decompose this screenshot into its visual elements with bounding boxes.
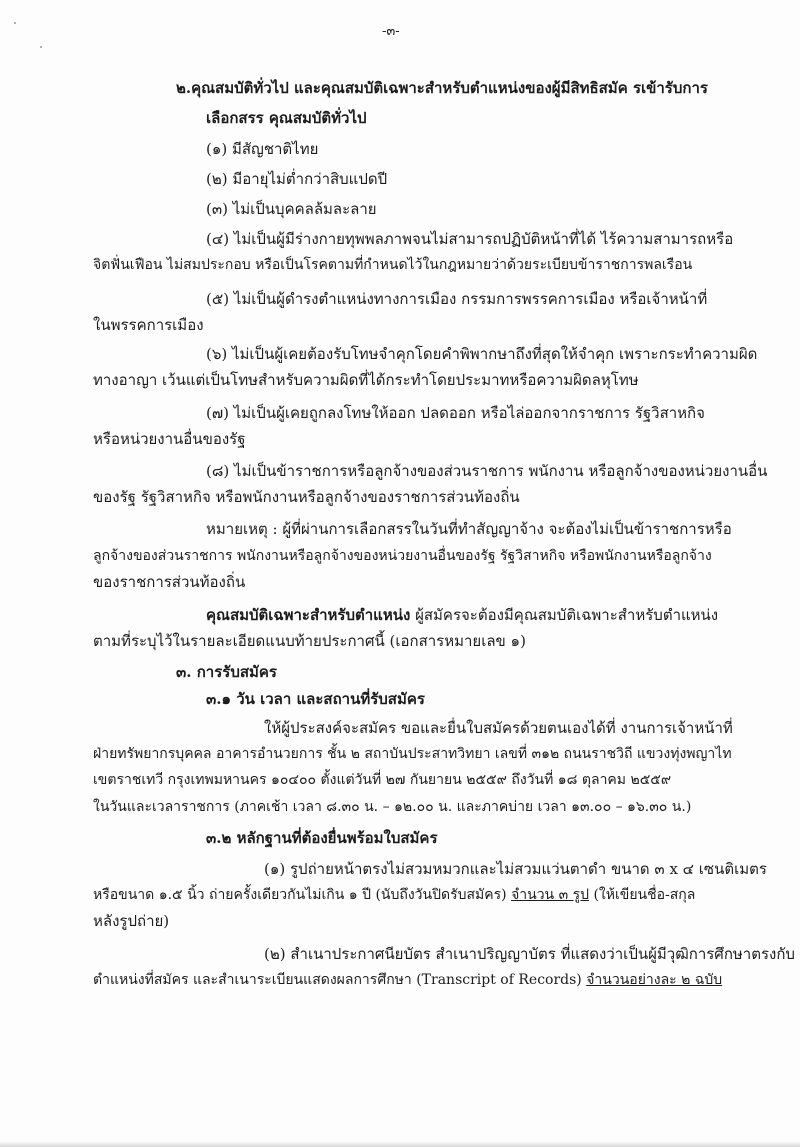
note-line3: ของราชการส่วนท้องถิ่น	[93, 573, 246, 591]
scan-speck	[40, 46, 42, 48]
qualification-item-1: (๑) มีสัญชาติไทย	[206, 140, 319, 158]
section3-heading: ๓. การรับสมัคร	[176, 663, 277, 681]
qualification-item-5-line1: (๕) ไม่เป็นผู้ดำรงตำแหน่งทางการเมือง กรรมการพรรคการเมือง หรือเจ้าหน้าที่	[206, 290, 708, 308]
section3-1-line4: ในวันและเวลาราชการ (ภาคเช้า เวลา ๘.๓๐ น. – ๑๒.๐๐ น. และภาคบ่าย เวลา ๑๓.๐๐ – ๑๖.๓๐ น.)	[93, 799, 692, 815]
photo-requirement-suffix: (ให้เขียนชื่อ-สกุล	[589, 887, 696, 903]
qualification-item-4-line2: จิตฟั่นเฟือน ไม่สมประกอบ หรือเป็นโรคตามที่กำหนดไว้ในกฎหมายว่าด้วยระเบียบข้าราชการพลเรือน	[93, 257, 693, 273]
qualification-item-7-line1: (๗) ไม่เป็นผู้เคยถูกลงโทษให้ออก ปลดออก หรือไล่ออกจากราชการ รัฐวิสาหกิจ	[206, 404, 705, 422]
transcript-requirement-text: ตำแหน่งที่สมัคร และสำเนาระเบียนแสดงผลการศึกษา (Transcript of Records)	[93, 972, 587, 988]
note-line2: ลูกจ้างของส่วนราชการ พนักงานหรือลูกจ้างของหน่วยงานอื่นของรัฐ รัฐวิสาหกิจ หรือพนักงานหรือลูกจ้าง	[93, 548, 712, 564]
section3-1-line2: ฝ่ายทรัพยากรบุคคล อาคารอำนวยการ ชั้น ๒ สถาบันประสาทวิทยา เลขที่ ๓๑๒ ถนนราชวิถี แขวงทุ่งพญาไท	[93, 746, 732, 762]
section2-heading-line1: ๒.คุณสมบัติทั่วไป และคุณสมบัติเฉพาะสำหรับตำแหน่งของผู้มีสิทธิสมัค รเข้ารับการ	[176, 79, 708, 97]
note-line1: หมายเหตุ : ผู้ที่ผ่านการเลือกสรรในวันที่ทำสัญญาจ้าง จะต้องไม่เป็นข้าราชการหรือ	[206, 520, 732, 538]
specific-qualification-line2: ตามที่ระบุไว้ในรายละเอียดแนบท้ายประกาศนี้ (เอกสารหมายเลข ๑)	[93, 632, 526, 650]
section3-2-heading: ๓.๒ หลักฐานที่ต้องยื่นพร้อมใบสมัคร	[206, 829, 438, 847]
section3-2-item1-line3: หลังรูปถ่าย)	[93, 912, 170, 930]
section3-1-heading: ๓.๑ วัน เวลา และสถานที่รับสมัคร	[206, 690, 425, 708]
qualification-item-3: (๓) ไม่เป็นบุคคลล้มละลาย	[206, 200, 377, 218]
section2-heading-line2: เลือกสรร คุณสมบัติทั่วไป	[206, 109, 367, 127]
section3-2-item2-line1: (๒) สำเนาประกาศนียบัตร สำเนาปริญญาบัตร ที่แสดงว่าเป็นผู้มีวุฒิการศึกษาตรงกับ	[264, 945, 795, 963]
transcript-count-underlined: จำนวนอย่างละ ๒ ฉบับ	[586, 972, 723, 988]
section3-2-item1-line2	[93, 885, 695, 905]
section3-1-line3: เขตราชเทวี กรุงเทพมหานคร ๑๐๔๐๐ ตั้งแต่วันที่ ๒๗ กันยายน ๒๕๕๙ ถึงวันที่ ๑๘ ตุลาคม ๒๕๕๙	[93, 772, 672, 788]
qualification-item-6-line1: (๖) ไม่เป็นผู้เคยต้องรับโทษจำคุกโดยคำพิพากษาถึงที่สุดให้จำคุก เพราะกระทำความผิด	[206, 345, 758, 363]
scan-speck	[14, 22, 16, 24]
section3-2-item1-line1: (๑) รูปถ่ายหน้าตรงไม่สวมหมวกและไม่สวมแว่นตาดำ ขนาด ๓ x ๔ เซนติเมตร	[264, 860, 767, 878]
page-number: -๓-	[382, 24, 400, 39]
specific-qualification-text: ผู้สมัครจะต้องมีคุณสมบัติเฉพาะสำหรับตำแหน่ง	[410, 606, 719, 624]
section3-1-line1: ให้ผู้ประสงค์จะสมัคร ขอและยื่นใบสมัครด้วยตนเองได้ที่ งานการเจ้าหน้าที่	[264, 719, 733, 737]
qualification-item-2: (๒) มีอายุไม่ต่ำกว่าสิบแปดปี	[206, 170, 388, 188]
specific-qualification-label: คุณสมบัติเฉพาะสำหรับตำแหน่ง	[206, 606, 411, 624]
page-bottom-edge	[0, 1141, 800, 1147]
specific-qualification-line1	[206, 605, 718, 625]
qualification-item-8-line2: ของรัฐ รัฐวิสาหกิจ หรือพนักงานหรือลูกจ้างของราชการส่วนท้องถิ่น	[93, 488, 520, 506]
qualification-item-5-line2: ในพรรคการเมือง	[93, 316, 204, 334]
photo-requirement-text: หรือขนาด ๑.๕ นิ้ว ถ่ายครั้งเดียวกันไม่เกิน ๑ ปี (นับถึงวันปิดรับสมัคร)	[93, 887, 512, 903]
qualification-item-7-line2: หรือหน่วยงานอื่นของรัฐ	[93, 430, 246, 448]
qualification-item-8-line1: (๘) ไม่เป็นข้าราชการหรือลูกจ้างของส่วนราชการ พนักงาน หรือลูกจ้างของหน่วยงานอื่น	[206, 462, 768, 480]
qualification-item-4-line1: (๔) ไม่เป็นผู้มีร่างกายทุพพลภาพจนไม่สามารถปฏิบัติหน้าที่ได้ ไร้ความสามารถหรือ	[206, 230, 734, 248]
section3-2-item2-line2	[93, 970, 722, 990]
qualification-item-6-line2: ทางอาญา เว้นแต่เป็นโทษสำหรับความผิดที่ได้กระทำโดยประมาทหรือความผิดลหุโทษ	[93, 371, 639, 389]
photo-count-underlined: จำนวน ๓ รูป	[511, 887, 590, 903]
